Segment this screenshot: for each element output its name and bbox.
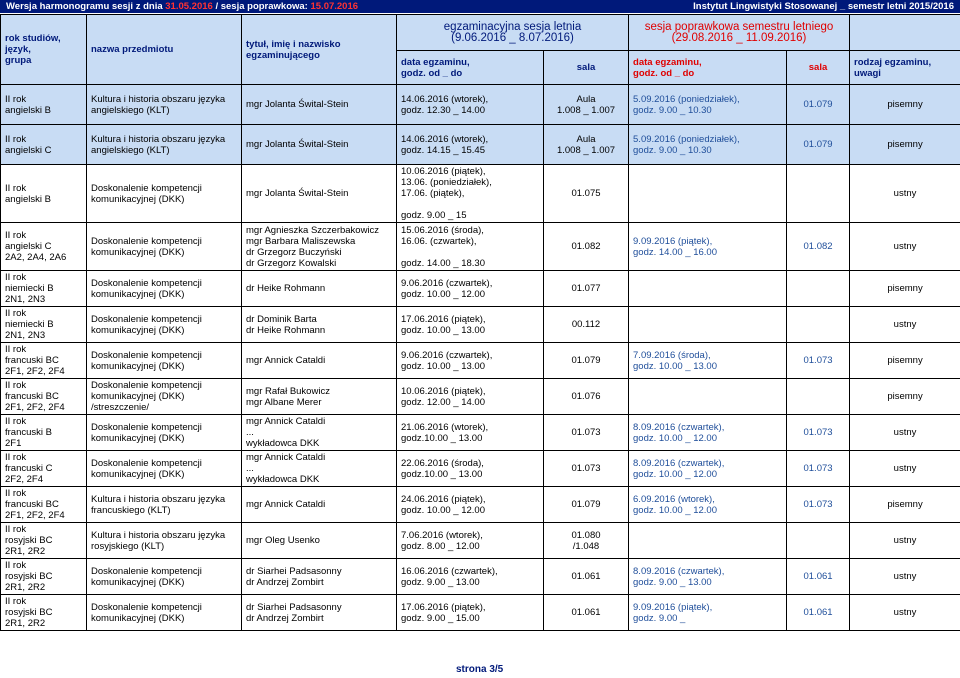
room-cell: 01.077 — [544, 271, 629, 307]
subject-cell: Kultura i historia obszaru języka angielskiego (KLT) — [87, 85, 242, 125]
date-cell: 10.06.2016 (piątek), godz. 12.00 _ 14.00 — [397, 379, 544, 415]
col-header-nazwa: nazwa przedmiotu — [87, 15, 242, 85]
date-cell: 21.06.2016 (wtorek), godz.10.00 _ 13.00 — [397, 415, 544, 451]
exam-schedule-table — [0, 14, 960, 631]
col-header-sala: sala — [544, 51, 629, 85]
table-row — [1, 487, 960, 523]
col-header-tytul: tytuł, imię i nazwisko egzaminującego — [242, 15, 397, 85]
repair-date-cell — [629, 523, 787, 559]
subject-cell: Doskonalenie kompetencji komunikacyjnej (DKK) — [87, 343, 242, 379]
col-header-rodzaj: rodzaj egzaminu, uwagi — [850, 51, 960, 85]
page-number: strona 3/5 — [456, 664, 504, 675]
table-row — [1, 125, 960, 165]
room-cell: 01.076 — [544, 379, 629, 415]
rok-cell: II rok francuski BC 2F1, 2F2, 2F4 — [1, 487, 87, 523]
table-row — [1, 415, 960, 451]
rok-cell: II rok francuski BC 2F1, 2F2, 2F4 — [1, 379, 87, 415]
room-cell: 01.079 — [544, 487, 629, 523]
table-row — [1, 595, 960, 631]
repair-room-cell — [787, 271, 850, 307]
exam-type-cell: ustny — [850, 307, 960, 343]
col-header-rok: rok studiów, język, grupa — [1, 15, 87, 85]
room-cell: 01.082 — [544, 223, 629, 271]
exam-type-cell: pisemny — [850, 85, 960, 125]
date-cell: 24.06.2016 (piątek), godz. 10.00 _ 12.00 — [397, 487, 544, 523]
repair-room-cell: 01.073 — [787, 343, 850, 379]
examiner-cell: mgr Annick Cataldi — [242, 343, 397, 379]
repair-room-cell: 01.061 — [787, 595, 850, 631]
room-cell: Aula 1.008 _ 1.007 — [544, 85, 629, 125]
repair-room-cell: 01.073 — [787, 415, 850, 451]
version-date: 31.05.2016 — [165, 1, 213, 12]
rok-cell: II rok angielski B — [1, 85, 87, 125]
table-row — [1, 85, 960, 125]
repair-version-text: / sesja poprawkowa: — [212, 1, 311, 12]
exam-type-cell: ustny — [850, 559, 960, 595]
subject-cell: Doskonalenie kompetencji komunikacyjnej (DKK) — [87, 595, 242, 631]
repair-date-cell — [629, 379, 787, 415]
date-cell: 9.06.2016 (czwartek), godz. 10.00 _ 12.00 — [397, 271, 544, 307]
table-row — [1, 165, 960, 223]
examiner-cell: dr Siarhei Padsasonny dr Andrzej Zombirt — [242, 559, 397, 595]
examiner-cell: mgr Annick Cataldi ... wykładowca DKK — [242, 415, 397, 451]
rok-cell: II rok francuski BC 2F1, 2F2, 2F4 — [1, 343, 87, 379]
version-note — [6, 1, 358, 12]
repair-date-cell: 9.09.2016 (piątek), godz. 14.00 _ 16.00 — [629, 223, 787, 271]
exam-type-cell: pisemny — [850, 125, 960, 165]
date-cell: 9.06.2016 (czwartek), godz. 10.00 _ 13.00 — [397, 343, 544, 379]
exam-type-cell: pisemny — [850, 487, 960, 523]
table-row — [1, 523, 960, 559]
examiner-cell: mgr Annick Cataldi ... wykładowca DKK — [242, 451, 397, 487]
subject-cell: Doskonalenie kompetencji komunikacyjnej (DKK) — [87, 165, 242, 223]
examiner-cell: dr Siarhei Padsasonny dr Andrzej Zombirt — [242, 595, 397, 631]
exam-type-cell: pisemny — [850, 379, 960, 415]
main-session-header: egzaminacyjna sesja letnia (9.06.2016 _ 8.07.2016) — [397, 15, 629, 51]
examiner-cell: mgr Jolanta Śwital-Stein — [242, 125, 397, 165]
subject-cell: Kultura i historia obszaru języka francuskiego (KLT) — [87, 487, 242, 523]
room-cell: 01.075 — [544, 165, 629, 223]
repair-date-cell: 8.09.2016 (czwartek), godz. 9.00 _ 13.00 — [629, 559, 787, 595]
header-bar — [0, 0, 960, 13]
room-cell: 01.061 — [544, 595, 629, 631]
date-cell: 17.06.2016 (piątek), godz. 9.00 _ 15.00 — [397, 595, 544, 631]
repair-date-cell: 8.09.2016 (czwartek), godz. 10.00 _ 12.00 — [629, 415, 787, 451]
version-text: Wersja harmonogramu sesji z dnia — [6, 1, 166, 12]
repair-session-header: sesja poprawkowa semestru letniego (29.08.2016 _ 11.09.2016) — [629, 15, 850, 51]
room-cell: 01.080 /1.048 — [544, 523, 629, 559]
repair-version-date: 15.07.2016 — [310, 1, 359, 12]
room-cell: 01.073 — [544, 415, 629, 451]
date-cell: 14.06.2016 (wtorek), godz. 14.15 _ 15.45 — [397, 125, 544, 165]
examiner-cell: mgr Oleg Usenko — [242, 523, 397, 559]
subject-cell: Kultura i historia obszaru języka angielskiego (KLT) — [87, 125, 242, 165]
subject-cell: Doskonalenie kompetencji komunikacyjnej (DKK) — [87, 559, 242, 595]
repair-room-cell — [787, 379, 850, 415]
table-row — [1, 379, 960, 415]
examiner-cell: mgr Annick Cataldi — [242, 487, 397, 523]
repair-room-cell — [787, 165, 850, 223]
repair-room-cell: 01.079 — [787, 85, 850, 125]
room-cell: 01.073 — [544, 451, 629, 487]
institute-name: Instytut Lingwistyki Stosowanej _ semestr letni 2015/2016 — [693, 1, 954, 12]
rok-cell: II rok angielski C — [1, 125, 87, 165]
rok-cell: II rok rosyjski BC 2R1, 2R2 — [1, 523, 87, 559]
examiner-cell: mgr Agnieszka Szczerbakowicz mgr Barbara Maliszewska dr Grzegorz Buczyński dr Grzegorz Kowalski — [242, 223, 397, 271]
repair-room-cell: 01.061 — [787, 559, 850, 595]
col-header-data-repair: data egzaminu, godz. od _ do — [629, 51, 787, 85]
rok-cell: II rok angielski B — [1, 165, 87, 223]
date-cell: 15.06.2016 (środa), 16.06. (czwartek), godz. 14.00 _ 18.30 — [397, 223, 544, 271]
repair-date-cell — [629, 165, 787, 223]
repair-date-cell: 5.09.2016 (poniedziałek), godz. 9.00 _ 10.30 — [629, 85, 787, 125]
date-cell: 16.06.2016 (czwartek), godz. 9.00 _ 13.00 — [397, 559, 544, 595]
examiner-cell: mgr Jolanta Śwital-Stein — [242, 85, 397, 125]
rok-cell: II rok rosyjski BC 2R1, 2R2 — [1, 559, 87, 595]
room-cell: 01.061 — [544, 559, 629, 595]
table-row — [1, 307, 960, 343]
exam-type-cell: pisemny — [850, 271, 960, 307]
date-cell: 7.06.2016 (wtorek), godz. 8.00 _ 12.00 — [397, 523, 544, 559]
header-spacer — [850, 15, 960, 51]
table-row — [1, 559, 960, 595]
col-header-data: data egzaminu, godz. od _ do — [397, 51, 544, 85]
date-cell: 14.06.2016 (wtorek), godz. 12.30 _ 14.00 — [397, 85, 544, 125]
repair-date-cell — [629, 307, 787, 343]
date-cell: 10.06.2016 (piątek), 13.06. (poniedziałek), 17.06. (piątek), godz. 9.00 _ 15 — [397, 165, 544, 223]
repair-room-cell — [787, 523, 850, 559]
subject-cell: Doskonalenie kompetencji komunikacyjnej (DKK) — [87, 223, 242, 271]
repair-date-cell: 7.09.2016 (środa), godz. 10.00 _ 13.00 — [629, 343, 787, 379]
subject-cell: Doskonalenie kompetencji komunikacyjnej (DKK) /streszczenie/ — [87, 379, 242, 415]
exam-type-cell: ustny — [850, 223, 960, 271]
exam-type-cell: ustny — [850, 523, 960, 559]
repair-room-cell: 01.073 — [787, 487, 850, 523]
exam-type-cell: ustny — [850, 165, 960, 223]
subject-cell: Doskonalenie kompetencji komunikacyjnej (DKK) — [87, 271, 242, 307]
exam-type-cell: ustny — [850, 451, 960, 487]
table-row — [1, 451, 960, 487]
date-cell: 22.06.2016 (środa), godz.10.00 _ 13.00 — [397, 451, 544, 487]
examiner-cell: dr Heike Rohmann — [242, 271, 397, 307]
subject-cell: Doskonalenie kompetencji komunikacyjnej (DKK) — [87, 415, 242, 451]
room-cell: 00.112 — [544, 307, 629, 343]
subject-cell: Kultura i historia obszaru języka rosyjskiego (KLT) — [87, 523, 242, 559]
rok-cell: II rok niemiecki B 2N1, 2N3 — [1, 307, 87, 343]
rok-cell: II rok francuski C 2F2, 2F4 — [1, 451, 87, 487]
subject-cell: Doskonalenie kompetencji komunikacyjnej (DKK) — [87, 307, 242, 343]
repair-date-cell: 9.09.2016 (piątek), godz. 9.00 _ — [629, 595, 787, 631]
rok-cell: II rok rosyjski BC 2R1, 2R2 — [1, 595, 87, 631]
repair-room-cell: 01.082 — [787, 223, 850, 271]
room-cell: 01.079 — [544, 343, 629, 379]
examiner-cell: mgr Jolanta Śwital-Stein — [242, 165, 397, 223]
repair-room-cell: 01.079 — [787, 125, 850, 165]
repair-date-cell — [629, 271, 787, 307]
rok-cell: II rok angielski C 2A2, 2A4, 2A6 — [1, 223, 87, 271]
repair-room-cell: 01.073 — [787, 451, 850, 487]
table-row — [1, 343, 960, 379]
examiner-cell: mgr Rafał Bukowicz mgr Albane Merer — [242, 379, 397, 415]
rok-cell: II rok niemiecki B 2N1, 2N3 — [1, 271, 87, 307]
col-header-sala-repair: sala — [787, 51, 850, 85]
exam-type-cell: ustny — [850, 595, 960, 631]
repair-date-cell: 8.09.2016 (czwartek), godz. 10.00 _ 12.00 — [629, 451, 787, 487]
repair-date-cell: 6.09.2016 (wtorek), godz. 10.00 _ 12.00 — [629, 487, 787, 523]
table-row — [1, 223, 960, 271]
repair-date-cell: 5.09.2016 (poniedziałek), godz. 9.00 _ 10.30 — [629, 125, 787, 165]
date-cell: 17.06.2016 (piątek), godz. 10.00 _ 13.00 — [397, 307, 544, 343]
table-row — [1, 271, 960, 307]
rok-cell: II rok francuski B 2F1 — [1, 415, 87, 451]
room-cell: Aula 1.008 _ 1.007 — [544, 125, 629, 165]
exam-type-cell: ustny — [850, 415, 960, 451]
repair-room-cell — [787, 307, 850, 343]
exam-type-cell: pisemny — [850, 343, 960, 379]
subject-cell: Doskonalenie kompetencji komunikacyjnej (DKK) — [87, 451, 242, 487]
examiner-cell: dr Dominik Barta dr Heike Rohmann — [242, 307, 397, 343]
